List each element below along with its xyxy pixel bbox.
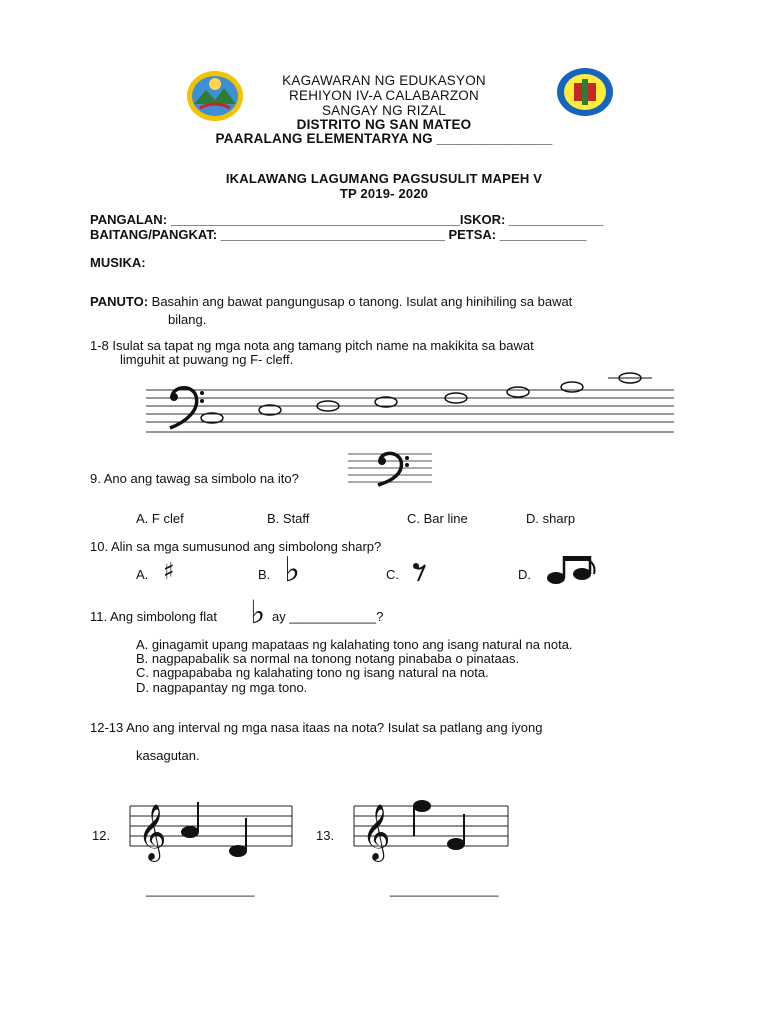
instructions-text: Basahin ang bawat pangungusap o tanong. Isulat ang hinihiling sa bawat: [148, 294, 573, 309]
name-score-line[interactable]: PANGALAN: ________________________________________ISKOR: _____________: [90, 212, 603, 227]
bass-staff-notes: [140, 368, 676, 440]
eighth-rest-icon: [412, 562, 428, 582]
q12-answer-blank[interactable]: _______________: [146, 882, 255, 897]
header-line-1: KAGAWARAN NG EDUKASYON: [282, 73, 486, 88]
q10-choice-d-label[interactable]: D.: [518, 567, 531, 582]
section-heading: MUSIKA:: [90, 255, 146, 270]
beamed-notes-icon: [538, 552, 598, 586]
instructions-label: PANUTO:: [90, 294, 149, 309]
header-line-2: REHIYON IV-A CALABARZON: [289, 88, 479, 103]
q9-choice-d[interactable]: D. sharp: [526, 511, 576, 526]
f-clef-staff-icon: [346, 449, 434, 487]
header-line-3: SANGAY NG RIZAL: [321, 103, 447, 118]
q12-label: 12.: [92, 828, 111, 843]
g-clef-icon: 𝄞: [138, 804, 167, 860]
flat-symbol-icon: ♭: [250, 593, 266, 631]
q11-question-end: ay ____________?: [272, 609, 384, 624]
g-clef-icon: 𝄞: [362, 804, 391, 860]
q11-question-start: 11. Ang simbolong flat: [90, 609, 217, 624]
header-line-4: DISTRITO NG SAN MATEO: [296, 117, 472, 132]
q1-8-line-1: 1-8 Isulat sa tapat ng mga nota ang tamang pitch name na makikita sa bawat: [90, 338, 534, 353]
q13-label: 13.: [316, 828, 335, 843]
q12-13-line-2: kasagutan.: [136, 748, 200, 763]
q1-8-line-2: limguhit at puwang ng F- cleff.: [120, 352, 294, 367]
instructions-line: [90, 294, 572, 309]
sharp-icon: ♯: [163, 557, 175, 585]
grade-date-line[interactable]: BAITANG/PANGKAT: _______________________________ PETSA: ____________: [90, 227, 587, 242]
q10-choice-a-label[interactable]: A.: [136, 567, 149, 582]
q9-question: 9. Ano ang tawag sa simbolo na ito?: [90, 471, 299, 486]
q9-choice-c[interactable]: C. Bar line: [407, 511, 468, 526]
instructions-cont: bilang.: [168, 312, 207, 327]
q11-choice-d[interactable]: D. nagpapantay ng mga tono.: [136, 680, 308, 695]
exam-title: IKALAWANG LAGUMANG PAGSUSULIT MAPEH V: [225, 171, 543, 186]
treble-staff-12: [128, 796, 296, 862]
q11-choice-c[interactable]: C. nagpapababa ng kalahating tono ng isang natural na nota.: [136, 665, 489, 680]
school-year: TP 2019- 2020: [339, 186, 429, 201]
q13-answer-blank[interactable]: _______________: [390, 882, 499, 897]
flat-icon: ♭: [284, 550, 301, 590]
treble-staff-13: [352, 796, 512, 862]
q9-choice-b[interactable]: B. Staff: [267, 511, 310, 526]
q9-choice-a[interactable]: A. F clef: [136, 511, 184, 526]
q12-13-line-1: 12-13 Ano ang interval ng mga nasa itaas na nota? Isulat sa patlang ang iyong: [90, 720, 543, 735]
q11-choice-b[interactable]: B. nagpapabalik sa normal na tonong notang pinababa o pinataas.: [136, 651, 520, 666]
q10-choice-b-label[interactable]: B.: [258, 567, 271, 582]
q10-choice-c-label[interactable]: C.: [386, 567, 399, 582]
q11-choice-a[interactable]: A. ginagamit upang mapataas ng kalahating tono ang isang natural na nota.: [136, 637, 573, 652]
header-line-5: PAARALANG ELEMENTARYA NG _______________: [215, 131, 553, 146]
q10-question: 10. Alin sa mga sumusunod ang simbolong sharp?: [90, 539, 382, 554]
